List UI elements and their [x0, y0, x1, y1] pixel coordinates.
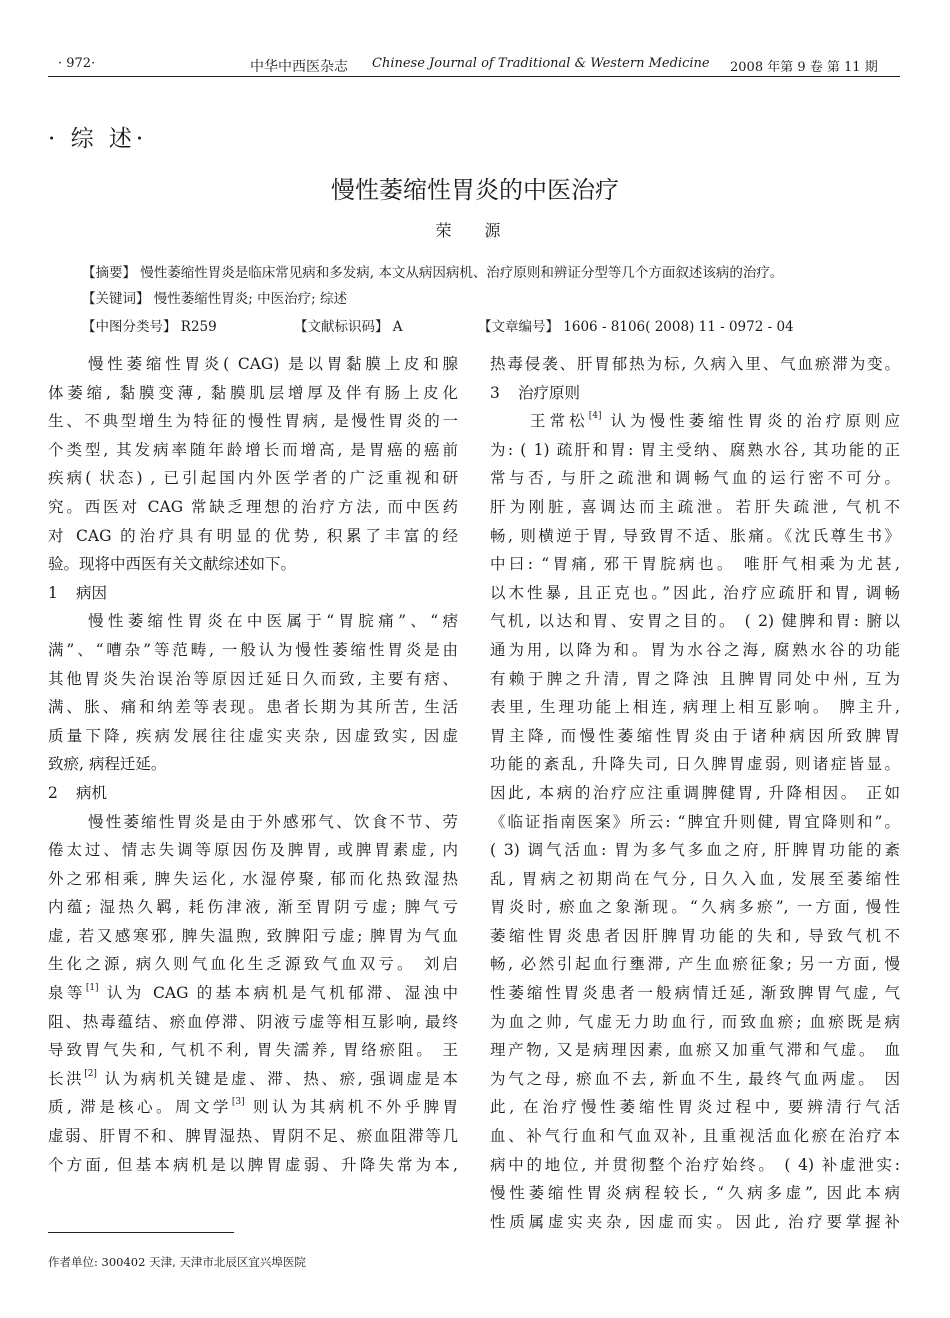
text-line: 胃主降, 而慢性萎缩性胃炎由于诸种病因所致脾胃	[490, 726, 900, 745]
text-line: 此, 在治疗慢性萎缩性胃炎过程中, 要辨清行气活	[490, 1098, 900, 1117]
text-line: 为: ( 1) 疏肝和胃: 胃主受纳、腐熟水谷, 其功能的正	[490, 440, 900, 459]
heading-text: 病机	[76, 783, 108, 802]
citation-ref-3: [3]	[231, 1097, 245, 1108]
text-line: 性萎缩性胃炎患者一般病情迁延, 渐致脾胃气虚, 气	[490, 984, 900, 1003]
text-line: 体萎缩, 黏膜变薄, 黏膜肌层增厚及伴有肠上皮化	[48, 383, 458, 402]
text-line: 通为用, 以降为和。胃为水谷之海, 腐熟水谷的功能	[490, 640, 900, 659]
text-line	[48, 1093, 458, 1122]
text-line: 疾病( 状态) , 已引起国内外医学者的广泛重视和研	[48, 469, 458, 488]
section-heading-1	[48, 579, 458, 608]
section-heading-2	[48, 779, 458, 808]
text-segment: 认为病机关键是虚、滞、热、瘀, 强调虚是本	[104, 1069, 458, 1088]
heading-number: 2	[48, 783, 58, 802]
text-line: 满、胀、痛和纳差等表现。患者长期为其所苦, 生活	[48, 698, 458, 717]
text-line: 功能的紊乱, 升降失司, 日久脾胃虚弱, 则诸症皆显。	[490, 755, 900, 774]
text-line: 中曰: “胃痛, 邪干胃脘病也。 唯肝气相乘为尤甚,	[490, 555, 900, 574]
keywords: 【关键词】 慢性萎缩性胃炎; 中医治疗; 综述	[82, 291, 347, 307]
text-line: 表里, 生理功能上相连, 病理上相互影响。 脾主升,	[490, 698, 900, 717]
footnote-rule	[48, 1232, 234, 1233]
text-line: 虚弱、肝胃不和、脾胃湿热、胃阴不足、瘀血阻滞等几	[48, 1127, 458, 1146]
text-line: 阻、热毒蕴结、瘀血停滞、阴液亏虚等相互影响, 最终	[48, 1012, 458, 1031]
text-line: 满”、“嘈杂”等范畴, 一般认为慢性萎缩性胃炎是由	[48, 640, 458, 659]
text-line: 热毒侵袭、肝胃郁热为标, 久病入里、气血瘀滞为变。	[490, 355, 900, 373]
section-label: · 综 述·	[48, 126, 148, 152]
text-line: 慢性萎缩性胃炎在中医属于“胃脘痛”、“痞	[88, 612, 458, 631]
page-number: · 972·	[58, 56, 96, 71]
citation-ref-1: [1]	[85, 983, 99, 994]
left-column	[48, 350, 458, 1179]
heading-number: 1	[48, 583, 58, 602]
text-line: 以木性暴, 且正克也。”因此, 治疗应疏肝和胃, 调畅	[490, 583, 900, 602]
text-segment: 质, 滞是核心。周文学	[48, 1098, 232, 1117]
text-line: 性质属虚实夹杂, 因虚而实。因此, 治疗要掌握补	[490, 1212, 900, 1231]
text-line: 生、不典型增生为特征的慢性胃病, 是慢性胃炎的一	[48, 412, 458, 431]
text-line: 虚, 若又感寒邪, 脾失温煦, 致脾阳亏虚; 脾胃为气血	[48, 926, 458, 945]
text-line: 肝为刚脏, 喜调达而主疏泄。若肝失疏泄, 气机不	[490, 497, 900, 516]
text-line: 《临证指南医案》所云: “脾宜升则健, 胃宜降则和”。	[490, 812, 900, 831]
text-line: 其他胃炎失治误治等原因迁延日久而致, 主要有痞、	[48, 669, 458, 688]
text-line	[48, 1065, 458, 1094]
text-line: 个类型, 其发病率随年龄增长而增高, 是胃癌的癌前	[48, 440, 458, 459]
article-title: 慢性萎缩性胃炎的中医治疗	[331, 176, 619, 204]
abstract: 【摘要】 慢性萎缩性胃炎是临床常见病和多发病, 本文从病因病机、治疗原则和辨证分型等几个方面叙述该病的治疗。	[82, 265, 784, 281]
text-line: 慢性萎缩性胃炎( CAG) 是以胃黏膜上皮和腺	[88, 355, 458, 373]
text-segment: 认为 CAG 的基本病机是气机郁滞、湿浊中	[106, 984, 458, 1003]
journal-title-en: Chinese Journal of Traditional & Western Medicine	[372, 56, 710, 71]
text-line: 质量下降, 疾病发展往往虚实夹杂, 因虚致实, 因虚	[48, 726, 458, 745]
text-line: 究。西医对 CAG 常缺乏理想的治疗方法, 而中医药	[48, 497, 458, 516]
text-line: 为血之帅, 气虚无力助血行, 而致血瘀; 血瘀既是病	[490, 1012, 900, 1031]
text-line: 慢性萎缩性胃炎病程较长, “久病多虚”, 因此本病	[490, 1184, 900, 1203]
clc-number: 【中图分类号】 R259	[82, 319, 217, 335]
text-segment: 泉等	[48, 984, 86, 1003]
text-line: 致瘀, 病程迁延。	[48, 755, 167, 774]
text-segment: 王常松	[530, 412, 589, 431]
text-segment: 则认为其病机不外乎脾胃	[253, 1098, 458, 1117]
right-column	[490, 350, 900, 1236]
author-affiliation: 作者单位: 300402 天津, 天津市北辰区宜兴埠医院	[48, 1255, 306, 1269]
section-heading-3	[490, 379, 900, 408]
heading-text: 治疗原则	[518, 383, 581, 402]
text-line: 验。现将中西医有关文献综述如下。	[48, 555, 297, 574]
text-line: 胃炎时, 瘀血之象渐现。“久病多瘀”, 一方面, 慢性	[490, 898, 900, 917]
heading-number: 3	[490, 383, 500, 402]
journal-title-cn: 中华中西医杂志	[250, 59, 348, 75]
citation-ref-2: [2]	[84, 1068, 97, 1079]
text-line	[48, 979, 458, 1008]
issue-info: 2008 年第 9 卷 第 11 期	[730, 60, 878, 75]
text-line: 因此, 本病的治疗应注重调脾健胃, 升降相因。 正如	[490, 783, 900, 802]
text-line: 慢性萎缩性胃炎是由于外感邪气、饮食不节、劳	[88, 812, 458, 831]
text-line: 乱, 胃病之初期尚在气分, 日久入血, 发展至萎缩性	[490, 869, 900, 888]
text-line: 血、补气行血和气血双补, 且重视活血化瘀在治疗本	[490, 1127, 900, 1146]
text-line: 常与否, 与肝之疏泄和调畅气血的运行密不可分。	[490, 469, 900, 488]
text-line: 病中的地位, 并贯彻整个治疗始终。 ( 4) 补虚泄实:	[490, 1155, 900, 1174]
text-line: 萎缩性胃炎患者因肝脾胃功能的失和, 导致气机不	[490, 926, 900, 945]
text-line: ( 3) 调气活血: 胃为多气多血之府, 肝脾胃功能的紊	[490, 841, 900, 860]
text-line: 为气之母, 瘀血不去, 新血不生, 最终气血两虚。 因	[490, 1069, 900, 1088]
text-line: 畅, 则横逆于胃, 导致胃不适、胀痛。《沈氏尊生书》	[490, 526, 900, 545]
text-line: 生化之源, 病久则气血化生乏源致气血双亏。 刘启	[48, 955, 458, 974]
text-line: 个方面, 但基本病机是以脾胃虚弱、升降失常为本,	[48, 1155, 458, 1174]
text-line: 外之邪相乘, 脾失运化, 水湿停聚, 郁而化热致湿热	[48, 869, 458, 888]
text-segment: 长洪	[48, 1069, 85, 1088]
text-line: 有赖于脾之升清, 胃之降浊 且脾胃同处中州, 互为	[490, 669, 900, 688]
text-line: 内蕴; 湿热久羁, 耗伤津液, 渐至胃阴亏虚; 脾气亏	[48, 898, 458, 917]
text-line: 畅, 必然引起血行壅滞, 产生血瘀征象; 另一方面, 慢	[490, 955, 900, 974]
text-line: 倦太过、情志失调等原因伤及脾胃, 或脾胃素虚, 内	[48, 841, 458, 860]
header-rule	[48, 76, 900, 77]
text-line: 对 CAG 的治疗具有明显的优势, 积累了丰富的经	[48, 526, 458, 545]
document-code: 【文献标识码】 A	[294, 319, 403, 335]
text-line: 理产物, 又是病理因素, 血瘀又加重气滞和气虚。 血	[490, 1041, 900, 1060]
heading-text: 病因	[76, 583, 108, 602]
text-segment: 认为慢性萎缩性胃炎的治疗原则应	[610, 412, 900, 431]
text-line: 导致胃气失和, 气机不利, 胃失濡养, 胃络瘀阻。 王	[48, 1041, 458, 1060]
text-line: 气机, 以达和胃、安胃之目的。 ( 2) 健脾和胃: 腑以	[490, 612, 900, 631]
author-name: 荣 源	[435, 221, 515, 240]
citation-ref-4: [4]	[588, 411, 602, 422]
text-line	[490, 407, 900, 436]
article-number: 【文章编号】 1606 - 8106( 2008) 11 - 0972 - 04	[478, 319, 794, 335]
